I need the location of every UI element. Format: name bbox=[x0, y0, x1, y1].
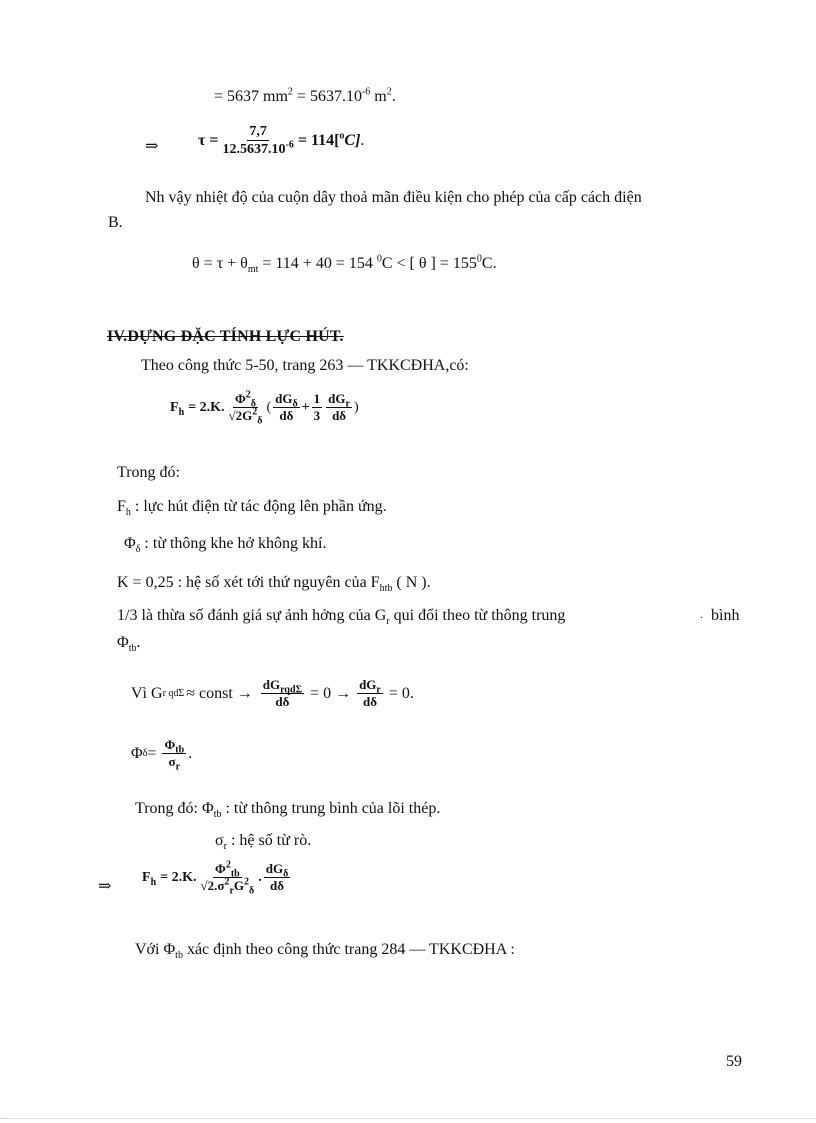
tau-denominator: $12.5637.10^{-6}$ bbox=[222, 139, 294, 158]
area-unit: m bbox=[370, 88, 387, 105]
area-eq-a: = 5637 mm bbox=[214, 88, 288, 105]
area-eq-b: = 5637.10 bbox=[292, 88, 362, 105]
force-equation-2 bbox=[142, 859, 292, 897]
area-sq: 2 bbox=[287, 86, 293, 98]
area-result-line bbox=[214, 88, 396, 106]
eq1-frac-phi: $\frac{\Phi^2_\delta}{√2G^2_\delta}$ bbox=[228, 389, 263, 427]
vi-frac-1: $\frac{dG_{rqd\Sigma}}{d\delta}$ bbox=[262, 677, 303, 710]
section-heading: IV.DỰNG ĐẶC TÍNH LỰC HÚT. bbox=[107, 328, 344, 345]
area-sq2: 2 bbox=[386, 86, 392, 98]
phi-delta-equation: Φ δ = $\frac{\Phi_{tb}}{\sigma_r}$ . bbox=[131, 737, 193, 773]
tau-equation bbox=[198, 124, 364, 158]
definition-one-third-phi: $\Phi_{tb}$. bbox=[117, 634, 141, 655]
tau-fraction bbox=[221, 124, 296, 158]
vi-frac-2: $\frac{dG_r}{d\delta}$ bbox=[359, 677, 381, 710]
eq2-dot: . bbox=[258, 869, 262, 885]
theo-cong-thuc: Theo công thức 5-50, trang 263 — TKKCĐHA,có: bbox=[141, 357, 469, 374]
eq2-lhs: $F_h$ bbox=[142, 869, 157, 888]
eq1-frac-third: $\frac{1}{3}$ bbox=[313, 391, 321, 424]
page-number: 59 bbox=[726, 1053, 742, 1070]
eq1-frac-dg: $\frac{dG_\delta}{d\delta}$ bbox=[275, 391, 298, 424]
phi-delta-frac: $\frac{\Phi_{tb}}{\sigma_r}$ bbox=[164, 737, 185, 773]
voi-phi-tb: Với $\Phi_{tb}$ xác định theo công thức trang 284 — TKKCĐHA : bbox=[135, 941, 515, 962]
eq2-eq: = 2.K. bbox=[160, 869, 197, 885]
eq2-frac-phi: $\frac{\Phi^2_{tb}}{√2.\sigma^2_rG^2_\delta}$ bbox=[200, 859, 255, 897]
definition-k: K = 0,25 : hệ số xét tới thứ nguyên của $F_{htb}$ ( N ). bbox=[117, 574, 431, 595]
implies-arrow-2: ⇒ bbox=[98, 878, 112, 895]
area-exp: -6 bbox=[361, 86, 371, 98]
tau-dot: . bbox=[360, 131, 365, 149]
page-bottom-divider bbox=[0, 1118, 816, 1119]
definition-fh: $F_h$ : lực hút điện từ tác động lên phần ứng. bbox=[117, 498, 387, 519]
eq1-open-paren: ( bbox=[266, 399, 272, 415]
tau-numerator: 7,7 bbox=[247, 124, 269, 141]
vi-equation: Vì G r qdΣ ≈ const → $\frac{dG_{rqd\Sigma}}{d\delta}$ = 0 → $\frac{dG_r}{d\delta}$ = 0. bbox=[131, 677, 414, 710]
eq1-plus: + bbox=[301, 399, 310, 415]
trong-do-phi-tb: Trong đó: $\Phi_{tb}$ : từ thông trung bình của lõi thép. bbox=[135, 800, 441, 821]
eq1-lhs: $F_h$ bbox=[170, 399, 185, 418]
eq1-close-paren: ) bbox=[353, 399, 359, 415]
implies-arrow-1: ⇒ bbox=[145, 138, 159, 155]
paragraph-temperature-a: Nh vậy nhiệt độ của cuộn dây thoả mãn điều kiện cho phép của cấp cách điện bbox=[145, 189, 642, 206]
eq1-eq: = 2.K. bbox=[188, 399, 225, 415]
definition-phi-delta: $\Phi_\delta$ : từ thông khe hở không khí. bbox=[124, 535, 327, 556]
eq2-frac-dg: $\frac{dG_\delta}{d\delta}$ bbox=[265, 861, 289, 894]
tau-rhs: = 114[$^o$C] bbox=[297, 130, 361, 149]
definition-one-third-a: 1/3 là thừa số đánh giá sự ảnh hởng của $G_r$ qui đổi theo từ thông trung bbox=[117, 607, 566, 628]
trong-do-label: Trong đó: bbox=[117, 464, 180, 481]
theta-equation: $\theta = \tau + \theta_{mt} = 114 + 40 = 154$ $^0$C < [ θ ] = $155^0C$. bbox=[192, 253, 497, 276]
area-end: . bbox=[391, 88, 396, 105]
tau-lhs: τ = bbox=[198, 131, 219, 149]
definition-one-third-c: bình bbox=[711, 607, 740, 624]
paragraph-temperature-b: B. bbox=[108, 214, 123, 231]
sigma-definition: $\sigma_r$ : hệ số từ rò. bbox=[215, 832, 312, 853]
force-equation-1 bbox=[170, 389, 359, 427]
eq1-frac-dgr: $\frac{dG_r}{d\delta}$ bbox=[328, 391, 350, 424]
definition-one-third-dot: . bbox=[700, 610, 703, 621]
